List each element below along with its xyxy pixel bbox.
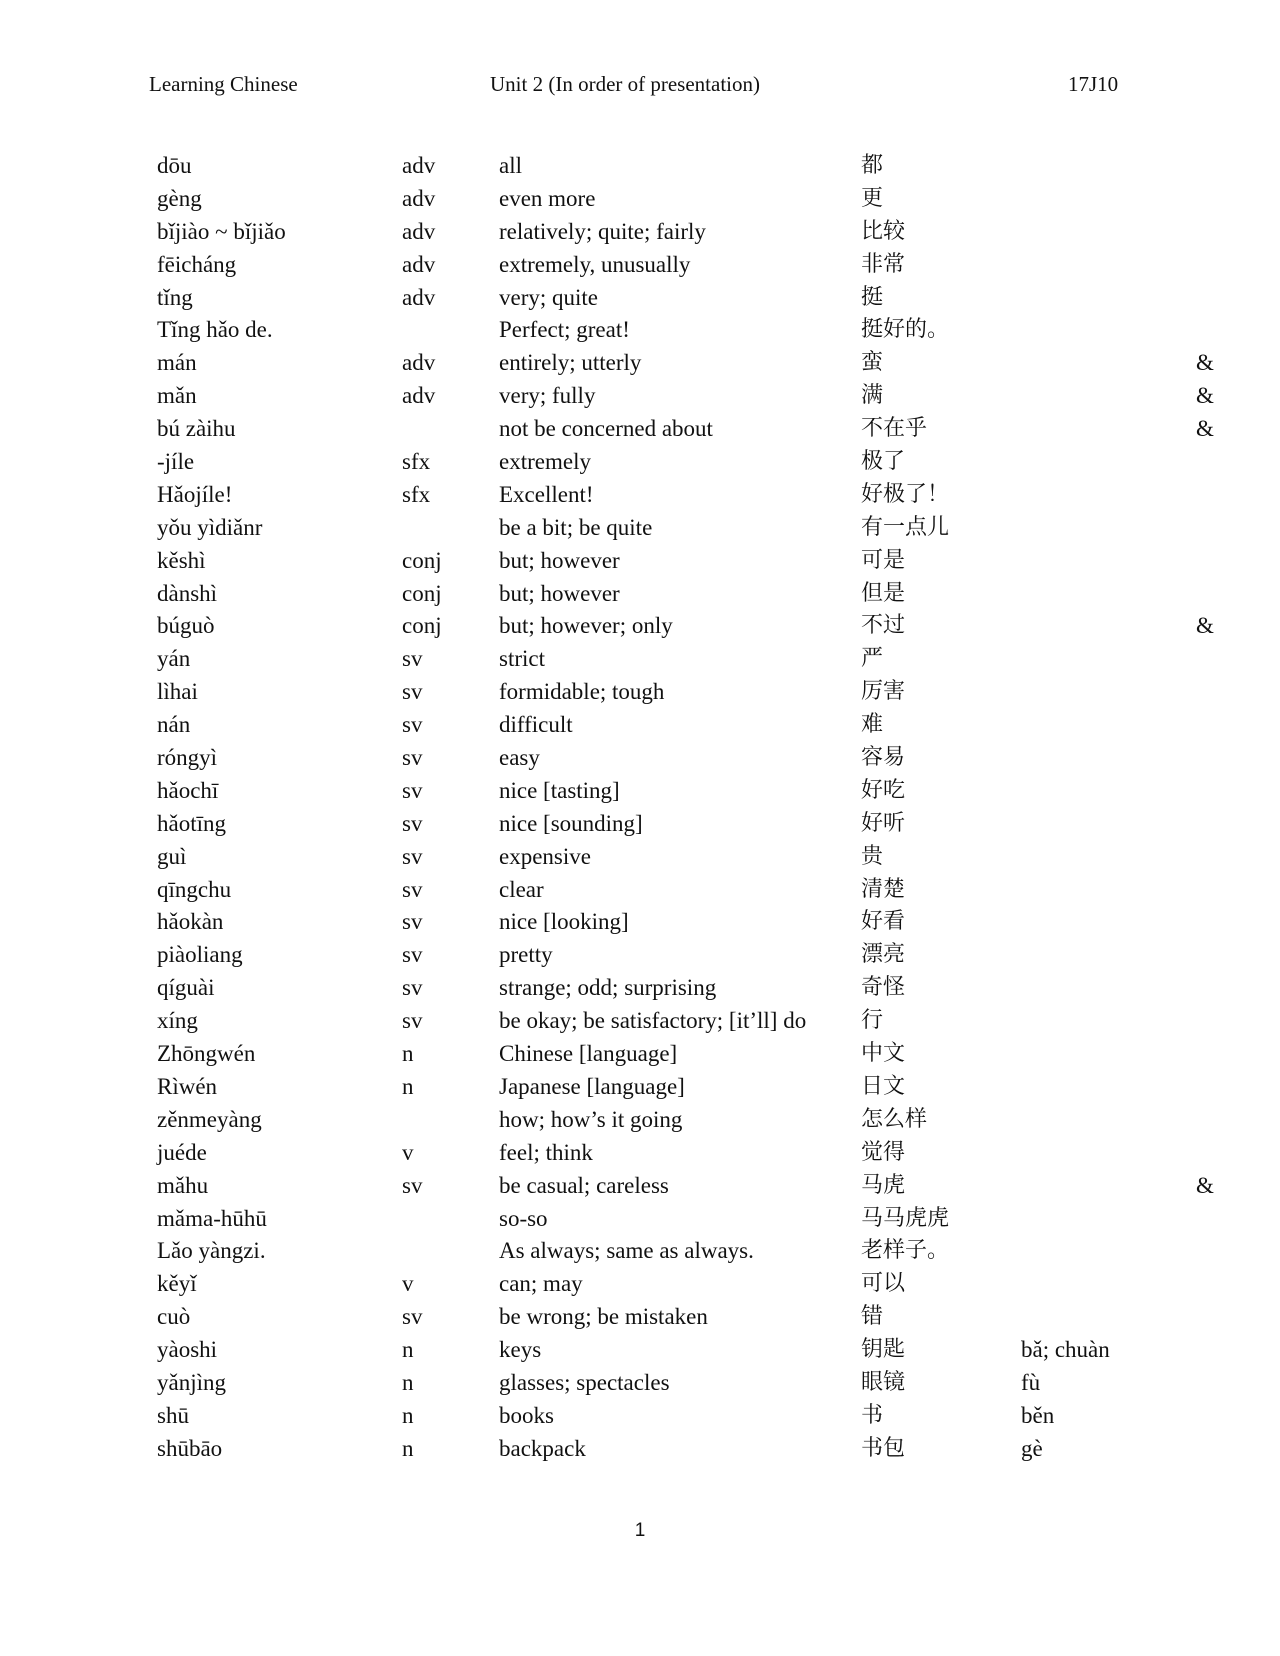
vocab-row [0,1137,1280,1170]
part-of-speech-cell: v [402,1271,414,1297]
english-gloss-cell: even more [499,185,596,211]
vocab-row [0,1433,1280,1466]
hanzi-cell: 比较 [861,218,906,244]
hanzi-cell: 非常 [861,251,906,277]
pinyin-cell: kěyǐ [157,1271,197,1297]
english-gloss-cell: all [499,153,522,178]
vocab-row [0,512,1280,545]
vocab-row [0,610,1280,643]
vocab-row [0,643,1280,676]
vocab-row [0,775,1280,808]
vocab-row [0,249,1280,282]
pinyin-cell: yán [157,646,191,672]
english-gloss-cell: clear [499,876,544,902]
pinyin-cell: zěnmeyàng [157,1106,262,1132]
pinyin-cell: bǐjiào ~ bǐjiǎo [157,218,286,244]
measure-word-cell: gè [1021,1435,1043,1461]
vocab-row [0,1203,1280,1236]
hanzi-cell: 日文 [861,1073,906,1099]
part-of-speech-cell: sv [402,712,423,738]
english-gloss-cell: entirely; utterly [499,350,642,376]
hanzi-cell: 书包 [861,1435,906,1461]
english-gloss-cell: relatively; quite; fairly [499,218,706,244]
hanzi-cell: 都 [861,153,884,178]
measure-word-cell: bǎ; chuàn [1021,1337,1110,1363]
vocab-row [0,446,1280,479]
hanzi-cell: 眼镜 [861,1369,906,1395]
part-of-speech-cell: n [402,1402,414,1428]
part-of-speech-cell: sv [402,679,423,705]
vocab-row [0,1005,1280,1038]
pinyin-cell: shūbāo [157,1435,223,1461]
measure-word-cell: fù [1021,1369,1041,1395]
page-number: 1 [634,1520,646,1541]
english-gloss-cell: formidable; tough [499,679,665,705]
hanzi-cell: 马虎 [861,1172,906,1198]
hanzi-cell: 不在乎 [861,416,928,442]
pinyin-cell: kěshì [157,547,206,573]
english-gloss-cell: how; how’s it going [499,1106,683,1132]
pinyin-cell: búguò [157,613,215,639]
english-gloss-cell: be okay; be satisfactory; [it’ll] do [499,1008,807,1034]
english-gloss-cell: nice [looking] [499,909,629,935]
pinyin-cell: tǐng [157,284,193,310]
header-code: 17J10 [1068,72,1119,96]
pinyin-cell: nán [157,712,191,738]
part-of-speech-cell: adv [402,383,436,409]
english-gloss-cell: can; may [499,1271,583,1297]
part-of-speech-cell: adv [402,218,436,244]
pinyin-cell: hǎokàn [157,909,224,935]
part-of-speech-cell: sv [402,646,423,672]
hanzi-cell: 怎么样 [861,1106,928,1132]
english-gloss-cell: difficult [499,712,573,738]
hanzi-cell: 可是 [861,547,906,573]
pinyin-cell: Tǐng hǎo de. [157,317,273,343]
vocab-row [0,676,1280,709]
hanzi-cell: 觉得 [861,1139,906,1165]
part-of-speech-cell: n [402,1435,414,1461]
vocab-row [0,183,1280,216]
english-gloss-cell: feel; think [499,1139,593,1165]
pinyin-cell: -jíle [157,449,195,475]
vocab-row [0,906,1280,939]
part-of-speech-cell: sv [402,745,423,771]
part-of-speech-cell: sv [402,1304,423,1330]
part-of-speech-cell: n [402,1041,414,1067]
english-gloss-cell: but; however [499,547,620,573]
hanzi-cell: 贵 [861,843,884,869]
pinyin-cell: Zhōngwén [157,1041,256,1067]
english-gloss-cell: glasses; spectacles [499,1369,670,1395]
pinyin-cell: guì [157,843,187,869]
hanzi-cell: 挺 [861,284,884,310]
vocab-row [0,1038,1280,1071]
part-of-speech-cell: sv [402,876,423,902]
ampersand-mark: & [1196,383,1214,409]
pinyin-cell: yǎnjìng [157,1369,226,1395]
pinyin-cell: fēicháng [157,251,237,277]
vocab-row [0,874,1280,907]
hanzi-cell: 好听 [861,810,906,836]
vocab-row [0,1367,1280,1400]
hanzi-cell: 挺好的。 [861,317,950,343]
pinyin-cell: piàoliang [157,942,243,968]
part-of-speech-cell: sv [402,843,423,869]
hanzi-cell: 蛮 [861,350,884,376]
english-gloss-cell: strange; odd; surprising [499,975,717,1001]
vocab-row [0,1170,1280,1203]
hanzi-cell: 难 [861,712,884,738]
pinyin-cell: yǒu yìdiǎnr [157,514,263,540]
pinyin-cell: hǎotīng [157,810,226,836]
pinyin-cell: Lǎo yàngzi. [157,1238,266,1264]
part-of-speech-cell: sv [402,942,423,968]
vocab-row [0,347,1280,380]
vocab-row [0,1268,1280,1301]
part-of-speech-cell: adv [402,284,436,310]
hanzi-cell: 漂亮 [861,942,906,968]
vocab-row [0,479,1280,512]
vocab-row [0,808,1280,841]
part-of-speech-cell: sv [402,1172,423,1198]
english-gloss-cell: expensive [499,843,591,869]
pinyin-cell: mǎn [157,383,197,409]
hanzi-cell: 好看 [861,909,906,935]
pinyin-cell: mǎma-hūhū [157,1205,267,1231]
part-of-speech-cell: sv [402,777,423,803]
hanzi-cell: 不过 [861,613,906,639]
hanzi-cell: 极了 [861,449,906,475]
part-of-speech-cell: sv [402,975,423,1001]
hanzi-cell: 好吃 [861,777,906,803]
pinyin-cell: xíng [157,1008,198,1034]
english-gloss-cell: pretty [499,942,553,968]
hanzi-cell: 马马虎虎 [861,1205,950,1231]
english-gloss-cell: Japanese [language] [499,1073,685,1099]
english-gloss-cell: keys [499,1337,542,1363]
vocab-row [0,742,1280,775]
part-of-speech-cell: n [402,1073,414,1099]
english-gloss-cell: books [499,1402,554,1428]
vocab-row [0,972,1280,1005]
part-of-speech-cell: sfx [402,481,431,507]
vocab-row [0,1400,1280,1433]
part-of-speech-cell: conj [402,613,442,639]
vocabulary-list [0,150,1280,1466]
english-gloss-cell: extremely [499,449,591,475]
pinyin-cell: hǎochī [157,777,219,803]
english-gloss-cell: very; quite [499,284,598,310]
english-gloss-cell: easy [499,745,540,771]
english-gloss-cell: but; however [499,580,620,606]
part-of-speech-cell: n [402,1337,414,1363]
pinyin-cell: róngyì [157,745,218,771]
english-gloss-cell: nice [sounding] [499,810,643,836]
pinyin-cell: juéde [157,1139,207,1165]
vocab-row [0,841,1280,874]
pinyin-cell: qīngchu [157,876,232,902]
vocab-row [0,216,1280,249]
hanzi-cell: 错 [861,1304,884,1330]
hanzi-cell: 但是 [861,580,906,606]
hanzi-cell: 中文 [861,1041,906,1067]
english-gloss-cell: but; however; only [499,613,673,639]
vocab-row [0,282,1280,315]
vocab-row [0,380,1280,413]
hanzi-cell: 更 [861,185,884,211]
hanzi-cell: 厉害 [861,679,906,705]
pinyin-cell: yàoshi [157,1337,218,1363]
pinyin-cell: qíguài [157,975,215,1001]
hanzi-cell: 可以 [861,1271,906,1297]
part-of-speech-cell: sfx [402,449,431,475]
part-of-speech-cell: adv [402,185,436,211]
hanzi-cell: 老样子。 [861,1238,950,1264]
ampersand-mark: & [1196,350,1214,376]
english-gloss-cell: very; fully [499,383,596,409]
english-gloss-cell: As always; same as always. [499,1238,754,1264]
hanzi-cell: 满 [861,383,884,409]
part-of-speech-cell: n [402,1369,414,1395]
vocab-row [0,939,1280,972]
english-gloss-cell: Chinese [language] [499,1041,678,1067]
english-gloss-cell: be casual; careless [499,1172,669,1198]
vocab-row [0,1334,1280,1367]
hanzi-cell: 书 [861,1402,884,1428]
ampersand-mark: & [1196,1172,1214,1198]
hanzi-cell: 有一点儿 [861,514,950,540]
part-of-speech-cell: adv [402,153,436,178]
part-of-speech-cell: sv [402,1008,423,1034]
vocab-row [0,314,1280,347]
measure-word-cell: běn [1021,1402,1055,1428]
vocab-row [0,1071,1280,1104]
english-gloss-cell: Perfect; great! [499,317,630,343]
english-gloss-cell: backpack [499,1435,586,1461]
hanzi-cell: 容易 [861,745,906,771]
english-gloss-cell: be wrong; be mistaken [499,1304,708,1330]
pinyin-cell: dōu [157,153,192,178]
vocab-row [0,413,1280,446]
english-gloss-cell: so-so [499,1205,548,1231]
page-header [0,72,1280,102]
vocab-row [0,709,1280,742]
part-of-speech-cell: sv [402,909,423,935]
part-of-speech-cell: conj [402,547,442,573]
vocab-row [0,578,1280,611]
header-unit-title: Unit 2 (In order of presentation) [490,72,760,96]
vocab-row [0,1104,1280,1137]
hanzi-cell: 奇怪 [861,975,906,1001]
part-of-speech-cell: v [402,1139,414,1165]
pinyin-cell: Rìwén [157,1073,218,1099]
pinyin-cell: mǎhu [157,1172,209,1198]
vocab-row [0,1235,1280,1268]
english-gloss-cell: Excellent! [499,481,594,507]
pinyin-cell: Hǎojíle! [157,481,233,507]
vocab-row [0,1301,1280,1334]
english-gloss-cell: nice [tasting] [499,777,620,803]
pinyin-cell: lìhai [157,679,198,705]
hanzi-cell: 清楚 [861,876,906,902]
hanzi-cell: 好极了！ [861,481,950,507]
hanzi-cell: 行 [861,1008,884,1034]
hanzi-cell: 严 [861,646,884,672]
ampersand-mark: & [1196,613,1214,639]
pinyin-cell: bú zàihu [157,416,236,442]
pinyin-cell: mán [157,350,197,376]
hanzi-cell: 钥匙 [861,1337,906,1363]
part-of-speech-cell: adv [402,350,436,376]
english-gloss-cell: extremely, unusually [499,251,691,277]
part-of-speech-cell: conj [402,580,442,606]
vocab-row [0,150,1280,183]
ampersand-mark: & [1196,416,1214,442]
english-gloss-cell: not be concerned about [499,416,713,442]
pinyin-cell: dànshì [157,580,218,606]
header-course-title: Learning Chinese [149,72,298,96]
pinyin-cell: gèng [157,185,202,211]
part-of-speech-cell: adv [402,251,436,277]
pinyin-cell: cuò [157,1304,191,1330]
pinyin-cell: shū [157,1402,189,1428]
vocab-row [0,545,1280,578]
part-of-speech-cell: sv [402,810,423,836]
english-gloss-cell: strict [499,646,545,672]
english-gloss-cell: be a bit; be quite [499,514,653,540]
